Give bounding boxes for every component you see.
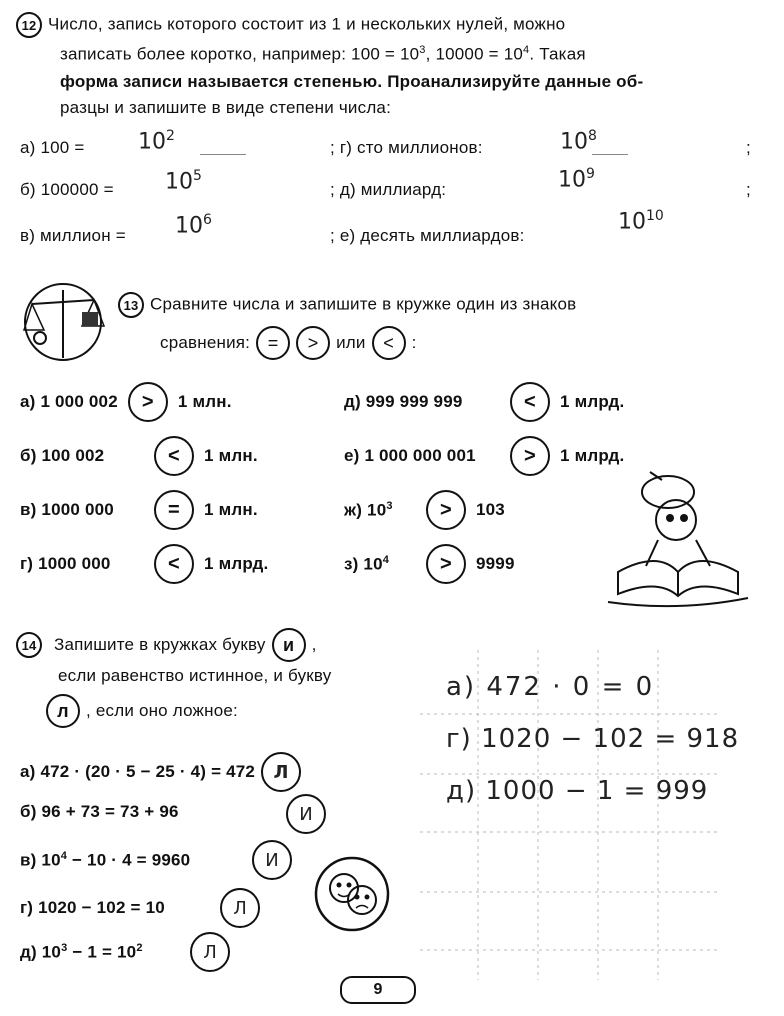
task12-line4: разцы и запишите в виде степени числа: (60, 98, 392, 117)
task13-e-answer[interactable]: > (510, 436, 550, 476)
task13-item-zh: ж) $10^3$ > 103 (344, 490, 505, 530)
task14-b-answer[interactable]: И (286, 794, 326, 834)
task12-item-v-answer[interactable]: $10^6$ (175, 212, 212, 239)
task14-item-g-label: г) 1020 − 102 = 10 (20, 898, 165, 917)
note-d: д) 1000 − 1 = 999 (446, 776, 709, 806)
task12-item-v-label: в) миллион = (20, 226, 126, 245)
task14-item-a: а) 472 · (20 · 5 − 25 · 4) = 472 Л (20, 752, 301, 792)
letter-true-sample: и (272, 628, 306, 662)
task13-item-z: з) $10^4$ > 9999 (344, 544, 515, 584)
task13-zh-answer[interactable]: > (426, 490, 466, 530)
task14-item-v-label: в) $10^4 - 10 \cdot 4 = 9960$ (20, 850, 191, 870)
task14-d-answer[interactable]: Л (190, 932, 230, 972)
task12-item-g-label: ; г) сто миллионов: (330, 138, 483, 157)
scales-illustration (18, 282, 108, 362)
task12-item-g-blank (592, 154, 628, 155)
sign-eq-sample: = (256, 326, 290, 360)
note-g: г) 1020 − 102 = 918 (446, 724, 740, 754)
task14-item-b-label: б) 96 + 73 = 73 + 96 (20, 802, 179, 821)
task12-item-g-answer[interactable]: $10^8$ (560, 128, 597, 155)
task13-item-v: в) 1000 000 = 1 млн. (20, 490, 258, 530)
task14-g-answer[interactable]: Л (220, 888, 260, 928)
task14-item-d-label: д) $10^3 - 1 = 10^2$ (20, 942, 143, 962)
task14-a-answer[interactable]: Л (261, 752, 301, 792)
task13-z-answer[interactable]: > (426, 544, 466, 584)
task13-a-answer[interactable]: > (128, 382, 168, 422)
task13-b-answer[interactable]: < (154, 436, 194, 476)
task12-item-d-answer[interactable]: $10^9$ (558, 166, 595, 193)
task12-item-a-answer[interactable]: $10^2$ (138, 128, 175, 155)
task13-v-answer[interactable]: = (154, 490, 194, 530)
letter-false-sample: л (46, 694, 80, 728)
task14-line2: если равенство истинное, и букву (58, 666, 332, 685)
task12-item-e-label: ; е) десять миллиардов: (330, 226, 525, 245)
task14-line3: л , если оно ложное: (46, 694, 238, 728)
task13-item-e: е) 1 000 000 001 > 1 млрд. (344, 436, 624, 476)
task13-item-a: а) 1 000 002 > 1 млн. (20, 382, 232, 422)
page-number: 9 (340, 976, 416, 1004)
theatre-masks-illustration (312, 854, 392, 934)
reading-boy-illustration (598, 462, 758, 612)
task13-item-g: г) 1000 000 < 1 млрд. (20, 544, 268, 584)
sign-gt-sample: > (296, 326, 330, 360)
task13-number: 13 (118, 292, 144, 318)
task13-d-answer[interactable]: < (510, 382, 550, 422)
sign-lt-sample: < (372, 326, 406, 360)
task13-line1: 13 Сравните числа и запишите в кружке один из знаков (118, 292, 576, 318)
task12-item-b-answer[interactable]: $10^5$ (165, 168, 202, 195)
task13-item-b: б) 100 002 < 1 млн. (20, 436, 258, 476)
task12-line2: записать более коротко, например: $100 = 10^3$, $10000 = 10^4$. Такая (60, 44, 586, 64)
task12-item-d-label: ; д) миллиард: (330, 180, 447, 199)
task12-end-mark-2: ; (746, 180, 751, 199)
task13-line2: сравнения: = > или < : (160, 326, 417, 360)
task12-number: 12 (16, 12, 42, 38)
task13-g-answer[interactable]: < (154, 544, 194, 584)
task14-line1: 14 Запишите в кружках букву и , (16, 628, 317, 662)
note-a: а) 472 · 0 = 0 (446, 672, 655, 702)
task12-item-a-blank (200, 154, 246, 155)
task12-item-b-label: б) 100000 = (20, 180, 114, 199)
task12-item-e-answer[interactable]: $10^{10}$ (618, 208, 664, 235)
task12-item-a-label: а) 100 = (20, 138, 85, 157)
task12-line3: форма записи называется степенью. Проанализируйте данные об- (60, 72, 644, 91)
task12-end-mark: ; (746, 138, 751, 157)
task14-number: 14 (16, 632, 42, 658)
task14-v-answer[interactable]: И (252, 840, 292, 880)
task12-line1: 12 Число, запись которого состоит из 1 и нескольких нулей, можно (16, 12, 565, 38)
task13-item-d: д) 999 999 999 < 1 млрд. (344, 382, 624, 422)
